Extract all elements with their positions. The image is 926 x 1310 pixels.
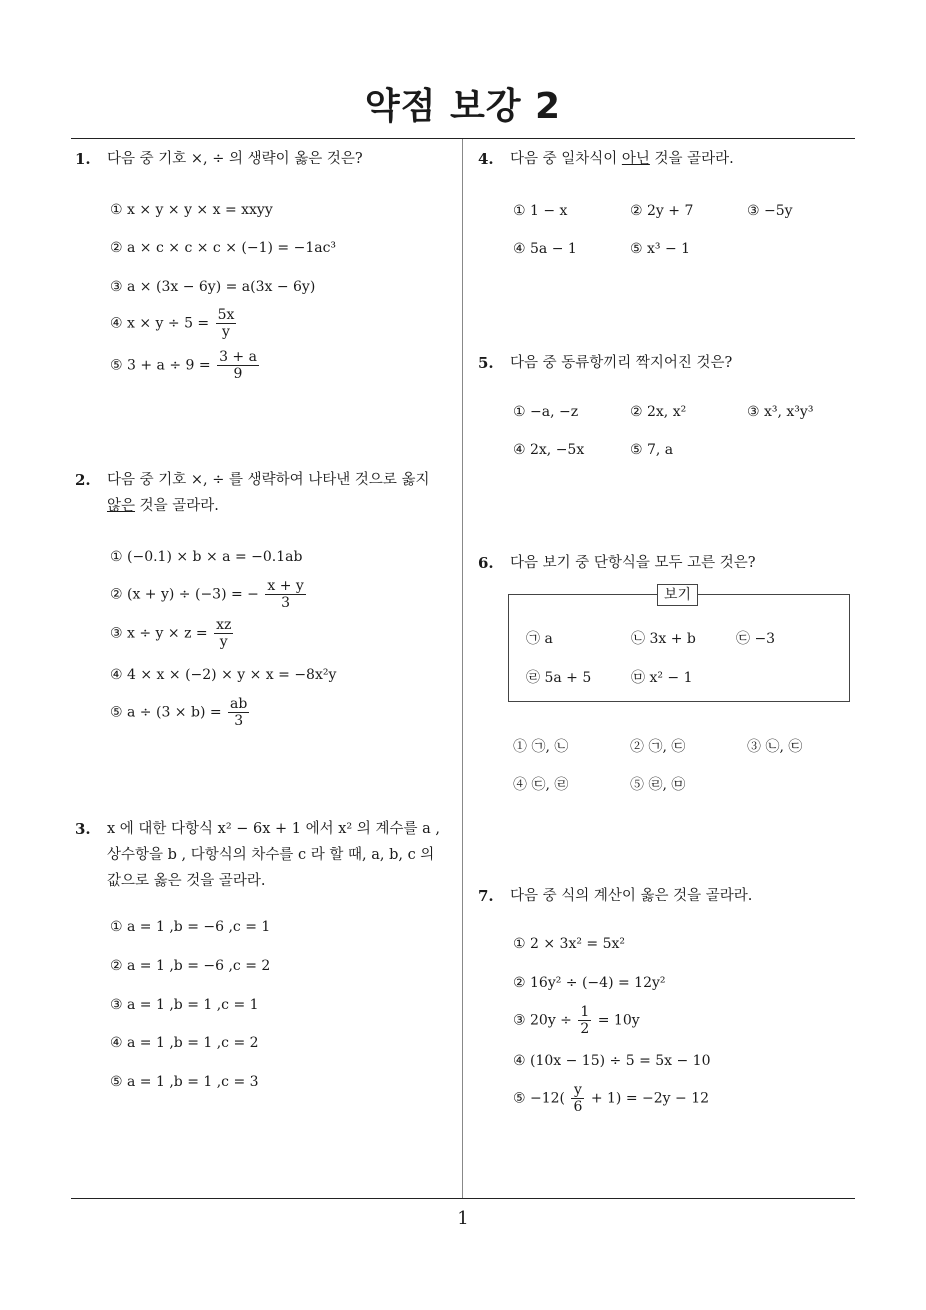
question-text-line-2: 상수항을 b , 다항식의 차수를 c 라 할 때, a, b, c 의 [107,847,435,863]
q4-option-2: ② 2y + 7 [630,203,694,219]
question-3 [75,816,460,894]
option-text: ⑤ a ÷ (3 × b) = [110,704,222,721]
numerator: xz [216,617,232,633]
q7-option-2: ② 16y² ÷ (−4) = 12y² [513,975,666,991]
fraction [228,696,249,729]
example-box-title: 보기 [657,584,698,606]
question-number: 5. [478,354,494,372]
column-divider [462,139,463,1198]
question-1 [75,146,460,172]
q7-option-5 [513,1082,709,1115]
question-text: 다음 보기 중 단항식을 모두 고른 것은? [510,555,756,571]
question-text-line-1: x 에 대한 다항식 x² − 6x + 1 에서 x² 의 계수를 a , [107,821,440,837]
q1-option-4 [110,307,238,340]
question-text-tail: 것을 골라라. [649,151,734,167]
q1-option-5 [110,349,261,382]
q6-option-5: ⑤ ㉣, ㉤ [630,777,686,793]
q3-option-3: ③ a = 1 ,b = 1 ,c = 1 [110,997,259,1013]
q4-option-1: ① 1 − x [513,203,568,219]
denominator: 3 [281,595,291,611]
q5-option-5: ⑤ 7, a [630,442,674,458]
page-title: 약점 보강 2 [364,86,562,127]
fraction [265,578,305,611]
example-item-5: ㉤ x² − 1 [631,670,693,686]
question-number: 3. [75,820,91,838]
q7-option-3 [513,1004,640,1037]
denominator: y [222,324,230,340]
option-text-tail: = 10y [597,1012,640,1029]
q5-option-1: ① −a, −z [513,404,579,420]
fraction [217,349,259,382]
numerator: ab [230,696,248,712]
q2-option-5 [110,696,251,729]
q4-option-4: ④ 5a − 1 [513,241,577,257]
question-5 [478,350,853,376]
fraction [571,1082,584,1115]
option-text: ⑤ −12( [513,1090,566,1107]
q2-option-4: ④ 4 × x × (−2) × y × x = −8x²y [110,667,337,683]
option-text: ③ x ÷ y × z = [110,625,208,642]
denominator: y [219,634,228,650]
fraction [578,1004,591,1037]
question-text-line-3: 값으로 옳은 것을 골라라. [107,873,266,889]
numerator: y [571,1082,584,1099]
bottom-rule [71,1198,855,1199]
question-text: 다음 중 식의 계산이 옳은 것을 골라라. [510,888,753,904]
q2-option-2 [110,578,308,611]
example-item-4: ㉣ 5a + 5 [526,670,592,686]
q5-option-4: ④ 2x, −5x [513,442,585,458]
q5-option-2: ② 2x, x² [630,404,687,420]
q5-option-3: ③ x³, x³y³ [747,404,814,420]
q4-option-5: ⑤ x³ − 1 [630,241,691,257]
question-number: 7. [478,887,494,905]
q2-option-3 [110,617,235,650]
question-text: 다음 중 동류항끼리 짝지어진 것은? [510,355,733,371]
underlined-word: 않은 [107,498,136,514]
fraction [216,307,237,340]
q3-option-2: ② a = 1 ,b = −6 ,c = 2 [110,958,271,974]
q3-option-4: ④ a = 1 ,b = 1 ,c = 2 [110,1035,259,1051]
option-text-tail: + 1) = −2y − 12 [590,1090,710,1107]
question-number: 4. [478,150,494,168]
question-6 [478,550,853,576]
question-text: 다음 중 기호 ×, ÷ 의 생략이 옳은 것은? [107,151,363,167]
q3-option-5: ⑤ a = 1 ,b = 1 ,c = 3 [110,1074,259,1090]
underlined-word: 아닌 [621,151,650,167]
option-text: ② (x + y) ÷ (−3) = − [110,586,259,603]
q7-option-1: ① 2 × 3x² = 5x² [513,936,625,952]
q1-option-1: ① x × y × y × x = xxyy [110,202,273,218]
example-item-3: ㉢ −3 [736,631,776,647]
question-2 [75,467,460,519]
q6-option-1: ① ㉠, ㉡ [513,739,569,755]
example-item-2: ㉡ 3x + b [631,631,696,647]
denominator: 2 [580,1021,590,1037]
q4-option-3: ③ −5y [747,203,793,219]
option-text: ③ 20y ÷ [513,1012,572,1029]
option-text: ④ x × y ÷ 5 = [110,315,210,332]
numerator: 1 [580,1004,590,1020]
fraction [214,617,233,650]
question-text-head: 다음 중 일차식이 [510,151,622,167]
example-item-1: ㉠ a [526,631,553,647]
numerator: x + y [267,578,304,594]
question-text-line-2 [107,493,460,519]
page-number: 1 [457,1208,469,1229]
question-number: 6. [478,554,494,572]
denominator: 6 [573,1099,583,1115]
denominator: 9 [233,366,243,382]
question-number: 1. [75,150,91,168]
question-number: 2. [75,471,91,489]
q3-option-1: ① a = 1 ,b = −6 ,c = 1 [110,919,271,935]
q6-option-4: ④ ㉢, ㉣ [513,777,569,793]
numerator: 5x [217,307,235,323]
question-text [510,146,853,172]
option-text: ⑤ 3 + a ÷ 9 = [110,357,211,374]
question-text-line-1: 다음 중 기호 ×, ÷ 를 생략하여 나타낸 것으로 옳지 [107,472,430,488]
q1-option-3: ③ a × (3x − 6y) = a(3x − 6y) [110,279,316,295]
q6-option-3: ③ ㉡, ㉢ [747,739,803,755]
q6-option-2: ② ㉠, ㉢ [630,739,686,755]
q2-option-1: ① (−0.1) × b × a = −0.1ab [110,549,303,565]
top-rule [71,138,855,139]
numerator: 3 + a [219,349,257,365]
question-4 [478,146,853,172]
q7-option-4: ④ (10x − 15) ÷ 5 = 5x − 10 [513,1053,711,1069]
denominator: 3 [234,713,244,729]
question-text-tail: 것을 골라라. [135,498,219,514]
q1-option-2: ② a × c × c × c × (−1) = −1ac³ [110,240,337,256]
question-7 [478,883,853,909]
